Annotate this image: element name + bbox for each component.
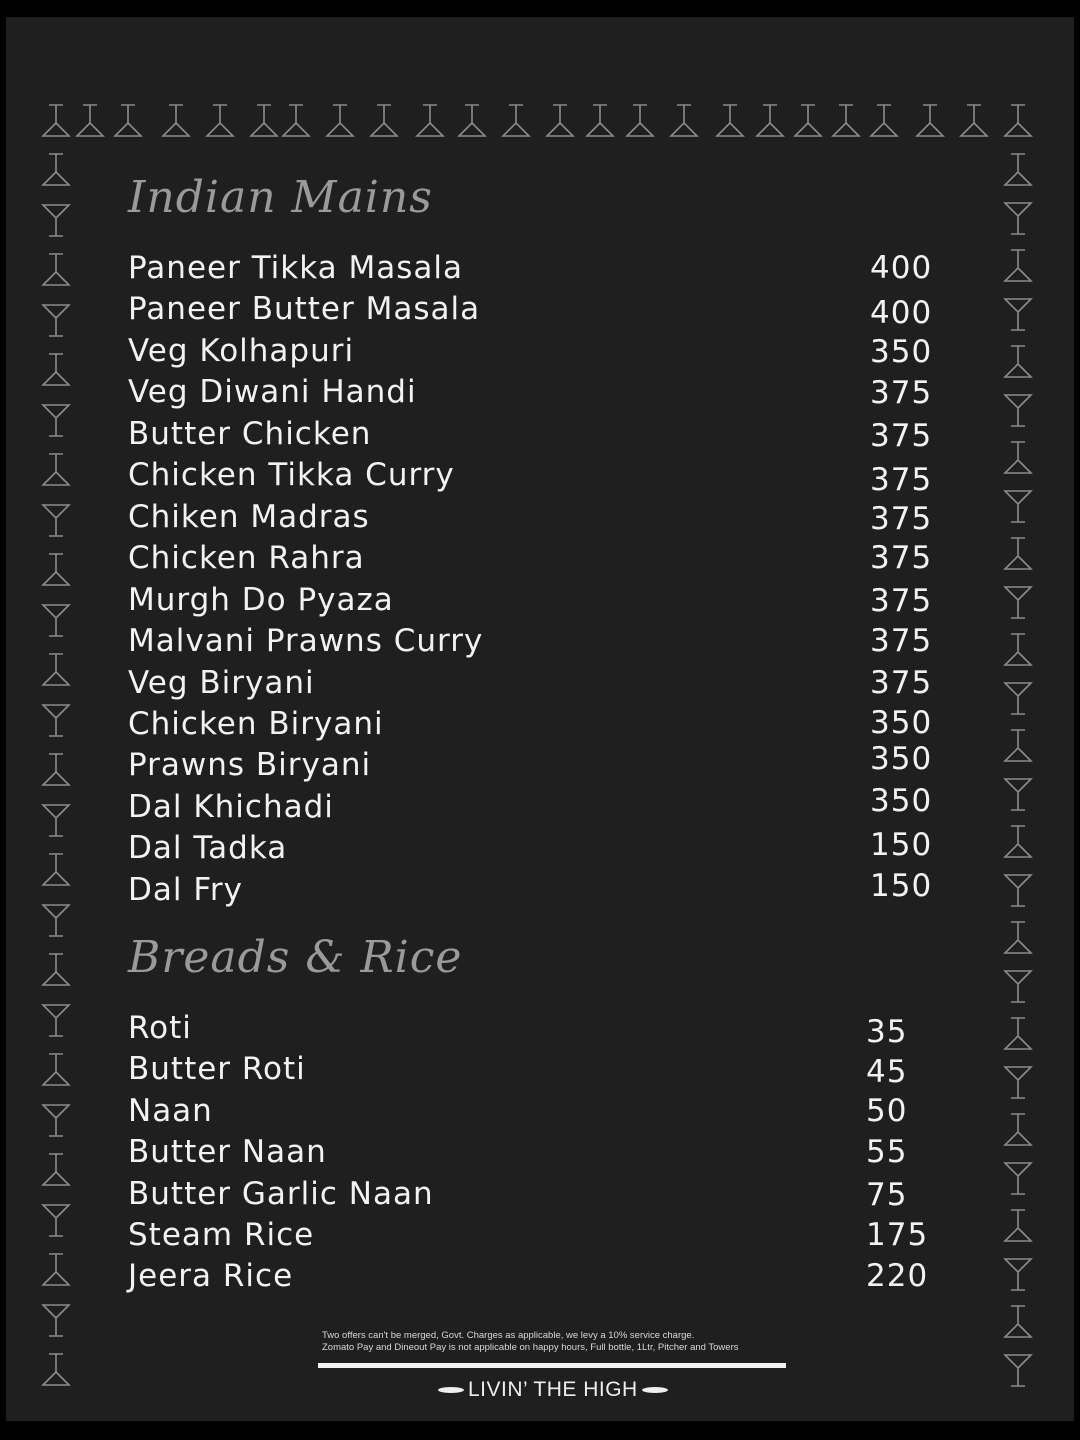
item-price: 350	[870, 705, 933, 741]
item-price: 375	[870, 540, 933, 576]
menu-item	[128, 868, 933, 914]
item-name: Naan	[128, 1093, 213, 1129]
menu-item	[128, 1217, 928, 1259]
menu-item	[128, 374, 933, 416]
item-name: Chicken Tikka Curry	[128, 457, 455, 493]
right-arrow-ornament-icon	[642, 1387, 668, 1393]
item-price: 175	[866, 1217, 929, 1253]
item-price: 75	[866, 1177, 908, 1213]
menu-item	[128, 665, 933, 707]
tagline-text: LIVIN’ THE HIGH	[468, 1378, 638, 1401]
menu-item	[128, 1010, 928, 1052]
item-price: 400	[870, 295, 933, 331]
menu-item	[128, 623, 933, 665]
item-name: Veg Biryani	[128, 665, 315, 701]
item-price: 375	[870, 462, 933, 498]
section-title-indian-mains: Indian Mains	[128, 172, 433, 223]
left-arrow-ornament-icon	[438, 1387, 464, 1393]
disclaimer-line: Zomato Pay and Dineout Pay is not applicable on happy hours, Full bottle, 1Ltr, Pitcher and Towers	[322, 1342, 739, 1353]
item-name: Chicken Biryani	[128, 706, 384, 742]
item-price: 35	[866, 1014, 908, 1050]
item-price: 375	[870, 623, 933, 659]
menu-item	[128, 499, 933, 541]
menu-item	[128, 827, 933, 872]
item-name: Dal Khichadi	[128, 789, 334, 825]
menu-item	[128, 582, 933, 624]
item-name: Dal Fry	[128, 872, 244, 908]
menu-item	[128, 540, 933, 582]
menu-item	[128, 457, 933, 499]
item-name: Dal Tadka	[128, 830, 288, 866]
menu-item	[128, 741, 933, 789]
footer-disclaimer	[322, 1330, 792, 1354]
menu-item	[128, 1051, 928, 1093]
item-price: 350	[870, 783, 933, 819]
menu-item	[128, 416, 933, 458]
menu-item	[128, 1134, 928, 1176]
menu-item	[128, 783, 933, 831]
item-name: Veg Kolhapuri	[128, 333, 355, 369]
item-price: 375	[870, 501, 933, 537]
menu-item	[128, 333, 933, 375]
menu-item	[128, 1258, 928, 1300]
item-name: Malvani Prawns Curry	[128, 623, 484, 659]
item-price: 45	[866, 1054, 908, 1090]
item-name: Jeera Rice	[128, 1258, 294, 1294]
item-price: 50	[866, 1093, 908, 1129]
menu-item	[128, 250, 933, 292]
item-name: Prawns Biryani	[128, 747, 372, 783]
item-price: 55	[866, 1134, 908, 1170]
section-title-breads-rice: Breads & Rice	[128, 932, 463, 983]
item-name: Butter Naan	[128, 1134, 327, 1170]
item-price: 400	[870, 250, 933, 286]
item-price: 350	[870, 741, 933, 777]
item-price: 375	[870, 375, 933, 411]
item-name: Butter Garlic Naan	[128, 1176, 434, 1212]
item-name: Veg Diwani Handi	[128, 374, 417, 410]
item-name: Butter Roti	[128, 1051, 306, 1087]
footer-tagline	[438, 1376, 678, 1404]
item-price: 350	[870, 334, 933, 370]
item-price: 375	[870, 665, 933, 701]
item-name: Chiken Madras	[128, 499, 370, 535]
item-price: 150	[870, 868, 933, 904]
item-price: 220	[866, 1258, 929, 1294]
menu-item	[128, 291, 933, 333]
item-name: Butter Chicken	[128, 416, 372, 452]
menu-item	[128, 705, 933, 748]
disclaimer-line: Two offers can't be merged, Govt. Charges as applicable, we levy a 10% service charge.	[322, 1330, 695, 1341]
item-name: Roti	[128, 1010, 192, 1046]
menu-item	[128, 1093, 928, 1135]
item-price: 150	[870, 827, 933, 863]
item-price: 375	[870, 418, 933, 454]
item-name: Chicken Rahra	[128, 540, 365, 576]
menu-item	[128, 1176, 928, 1218]
item-name: Steam Rice	[128, 1217, 315, 1253]
footer-divider	[318, 1363, 786, 1368]
item-price: 375	[870, 583, 933, 619]
item-name: Paneer Tikka Masala	[128, 250, 463, 286]
item-name: Murgh Do Pyaza	[128, 582, 394, 618]
item-name: Paneer Butter Masala	[128, 291, 481, 327]
